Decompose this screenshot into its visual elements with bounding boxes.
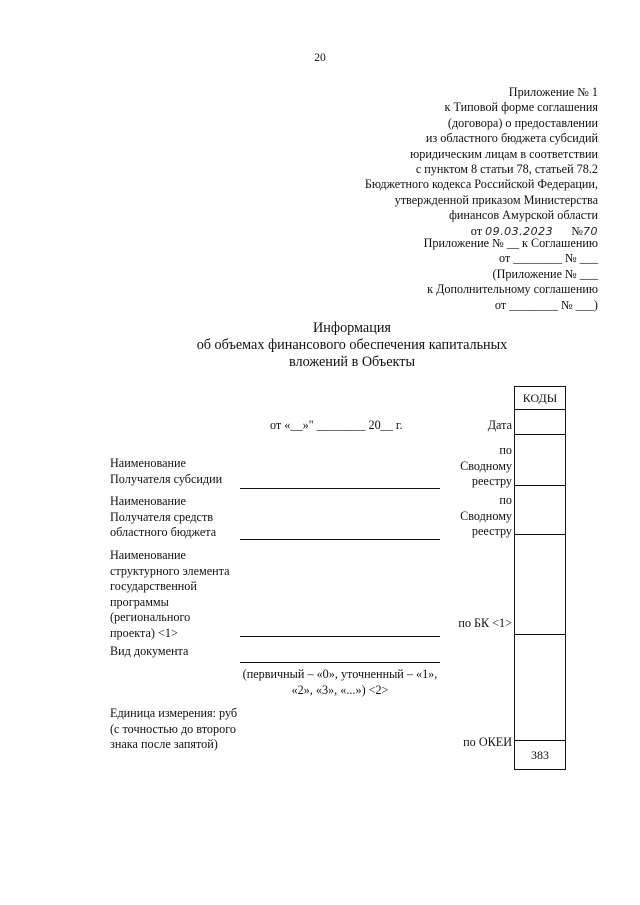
appendix-line: финансов Амурской области bbox=[449, 208, 598, 223]
appendix-line: из областного бюджета субсидий bbox=[425, 131, 598, 146]
appendix-line: к Типовой форме соглашения bbox=[444, 100, 598, 115]
label-text: по bbox=[499, 493, 512, 507]
label-registry-2 bbox=[460, 493, 512, 540]
label-okei: по ОКЕИ bbox=[463, 735, 512, 749]
label-text: Наименование bbox=[110, 548, 186, 562]
codes-table bbox=[514, 386, 566, 770]
page-number: 20 bbox=[314, 52, 326, 64]
appendix-line: с пунктом 8 статьи 78, статьей 78.2 bbox=[415, 162, 598, 177]
recipient-blank-line bbox=[240, 488, 440, 489]
title-line-3: вложений в Объекты bbox=[289, 354, 415, 370]
code-cell-registry-2 bbox=[515, 486, 566, 535]
appendix-line: Бюджетного кодекса Российской Федерации, bbox=[364, 177, 598, 192]
agreement-line: от ________ № ___) bbox=[494, 297, 598, 312]
appendix-header bbox=[365, 85, 598, 239]
title-line-1: Информация bbox=[313, 320, 391, 336]
label-date: Дата bbox=[487, 418, 512, 432]
report-date-line: от «__»" ________ 20__ г. bbox=[270, 418, 403, 432]
label-text: Единица измерения: руб bbox=[110, 706, 238, 720]
appendix-line: (договора) о предоставлении bbox=[447, 115, 598, 130]
label-text: (с точностью до второго bbox=[110, 721, 236, 736]
codes-header: КОДЫ bbox=[515, 387, 566, 410]
budget-recipient-blank-line bbox=[240, 539, 440, 540]
label-text: Сводному bbox=[460, 458, 512, 473]
label-text: Сводному bbox=[460, 508, 512, 523]
handwritten-date: 09.03.2023 bbox=[485, 224, 554, 238]
label-text: знака после запятой) bbox=[110, 737, 218, 751]
label-text: Наименование bbox=[110, 494, 186, 508]
code-cell-registry-1 bbox=[515, 435, 566, 486]
note-text: «2», «3», «...») <2> bbox=[291, 682, 389, 697]
label-text: реестру bbox=[471, 474, 512, 488]
note-text: (первичный – «0», уточненный – «1», bbox=[242, 667, 438, 681]
label-text: Получателя субсидии bbox=[110, 471, 223, 486]
label-text: Наименование bbox=[110, 456, 186, 470]
agreement-line: Приложение № __ к Соглашению bbox=[423, 236, 598, 250]
label-text: областного бюджета bbox=[110, 525, 217, 539]
label-registry-1 bbox=[460, 443, 512, 490]
agreement-header bbox=[424, 236, 598, 313]
date-prefix: от bbox=[470, 223, 483, 238]
agreement-line: (Приложение № ___ bbox=[492, 266, 598, 281]
document-title bbox=[0, 320, 640, 371]
label-text: (регионального bbox=[110, 610, 191, 624]
doc-type-blank-line bbox=[240, 662, 440, 663]
label-text: реестру bbox=[471, 524, 512, 538]
code-cell-bk bbox=[515, 535, 566, 635]
code-cell-date bbox=[515, 410, 566, 435]
appendix-line: юридическим лицам в соответствии bbox=[410, 146, 598, 161]
appendix-line: утвержденной приказом Министерства bbox=[394, 192, 598, 207]
label-text: государственной bbox=[110, 579, 197, 593]
agreement-line: от ________ № ___ bbox=[498, 251, 598, 266]
label-text: структурного элемента bbox=[110, 563, 230, 578]
code-cell-okei: 383 bbox=[515, 741, 566, 770]
label-text: по bbox=[499, 443, 512, 457]
number-prefix: № bbox=[571, 223, 583, 238]
label-text: программы bbox=[110, 594, 169, 609]
label-bk: по БК <1> bbox=[458, 616, 512, 630]
title-line-2: об объемах финансового обеспечения капитальных bbox=[196, 337, 508, 353]
doc-type-note bbox=[230, 667, 450, 698]
appendix-line: Приложение № 1 bbox=[508, 85, 598, 99]
field-recipient-label bbox=[110, 456, 222, 487]
handwritten-number: 70 bbox=[583, 224, 598, 238]
field-doc-type-label: Вид документа bbox=[110, 644, 189, 658]
field-program-element-label bbox=[110, 548, 230, 641]
label-text: проекта) <1> bbox=[110, 625, 178, 640]
code-cell-doc-type bbox=[515, 635, 566, 741]
field-unit-label bbox=[110, 706, 237, 753]
field-budget-recipient-label bbox=[110, 494, 216, 541]
agreement-line: к Дополнительному соглашению bbox=[427, 282, 598, 297]
program-element-blank-line bbox=[240, 636, 440, 637]
label-text: Получателя средств bbox=[110, 509, 214, 524]
